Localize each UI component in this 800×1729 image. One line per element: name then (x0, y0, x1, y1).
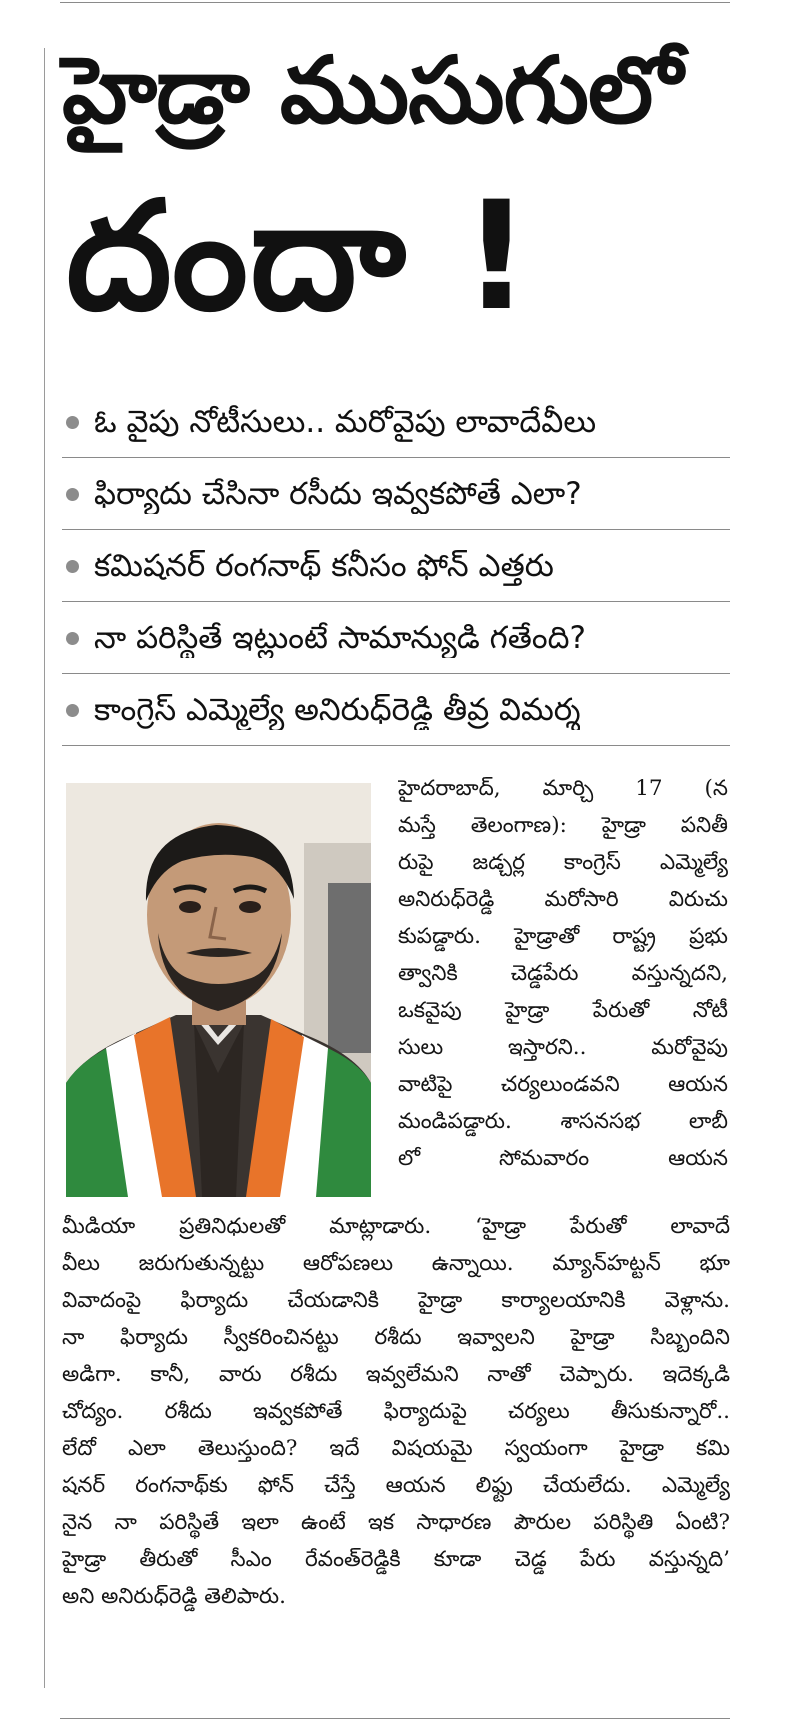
article-line: వీలు జరుగుతున్నట్టు ఆరోపణలు ఉన్నాయి. మ్యాన్‌హట్టన్ భూ (62, 1251, 730, 1276)
bullet-list (62, 386, 730, 746)
bullet-text: కమిషనర్ రంగనాథ్ కనీసం ఫోన్ ఎత్తరు (94, 547, 554, 584)
article-line: షనర్ రంగనాథ్‌కు ఫోన్ చేస్తే ఆయన లిఫ్టు చేయలేదు. ఎమ్మెల్యే (62, 1473, 730, 1498)
article-line: మీడియా ప్రతినిధులతో మాట్లాడారు. ‘హైడ్రా పేరుతో లావాదే (62, 1214, 730, 1239)
bullet-dot-icon (66, 488, 79, 501)
article-line: కుపడ్డారు. హైడ్రాతో రాష్ట్ర ప్రభు (398, 924, 728, 949)
bullet-item (62, 674, 730, 746)
bullet-item (62, 602, 730, 674)
article-line: హైడ్రా తీరుతో సీఎం రేవంత్‌రెడ్డికి కూడా చెడ్డ పేరు వస్తున్నది’ (62, 1547, 730, 1572)
article-line: నైన నా పరిస్థితే ఇలా ఉంటే ఇక సాధారణ పౌరుల పరిస్థితి ఏంటి? (62, 1510, 730, 1535)
article-column-text (398, 770, 728, 1177)
article-line: చోద్యం. రశీదు ఇవ్వకపోతే ఫిర్యాదుపై చర్యలు తీసుకున్నారో.. (62, 1399, 730, 1424)
bullet-dot-icon (66, 416, 79, 429)
article-line: మండిపడ్డారు. శాసనసభ లాబీ (398, 1109, 728, 1134)
article-line: అనిరుధ్‌రెడ్డి మరోసారి విరుచు (398, 887, 728, 912)
article-line: నా ఫిర్యాదు స్వీకరించినట్టు రశీదు ఇవ్వాలని హైడ్రా సిబ్బందిని (62, 1325, 730, 1350)
headline-line-1: హైడ్రా ముసుగులో (62, 37, 682, 144)
article-line: త్వానికి చెడ్డపేరు వస్తున్నదని, (398, 961, 728, 986)
bullet-item (62, 386, 730, 458)
article-line: లో సోమవారం ఆయన (398, 1146, 728, 1171)
article-line: హైదరాబాద్, మార్చి 17 (న (398, 776, 728, 801)
bottom-rule (60, 1718, 730, 1719)
headline-line-2: దందా ! (66, 170, 533, 344)
bullet-text: ఫిర్యాదు చేసినా రసీదు ఇవ్వకపోతే ఎలా? (94, 475, 582, 512)
article-line: లేదో ఎలా తెలుస్తుంది? ఇదే విషయమై స్వయంగా హైడ్రా కమి (62, 1436, 730, 1461)
bullet-dot-icon (66, 704, 79, 717)
bullet-text: కాంగ్రెస్ ఎమ్మెల్యే అనిరుధ్‌రెడ్డి తీవ్ర విమర్శ (94, 691, 581, 728)
bullet-text: ఓ వైపు నోటీసులు.. మరోవైపు లావాదేవీలు (94, 403, 597, 440)
bullet-item (62, 458, 730, 530)
bullet-text: నా పరిస్థితే ఇట్లుంటే సామాన్యుడి గతేంది? (94, 619, 586, 656)
article-full-width-text (62, 1208, 730, 1615)
article-line: మస్తే తెలంగాణ): హైడ్రా పనితీ (398, 813, 728, 838)
bullet-item (62, 530, 730, 602)
article-line: రుపై జడ్చర్ల కాంగ్రెస్ ఎమ్మెల్యే (398, 850, 728, 875)
article-line: ఒకవైపు హైడ్రా పేరుతో నోటీ (398, 998, 728, 1023)
left-column-rule (44, 48, 45, 1688)
article-line: అని అనిరుధ్‌రెడ్డి తెలిపారు. (62, 1584, 286, 1609)
top-rule (60, 2, 730, 3)
bullet-dot-icon (66, 560, 79, 573)
article-line: వివాదంపై ఫిర్యాదు చేయడానికి హైడ్రా కార్యాలయానికి వెళ్లాను. (62, 1288, 730, 1313)
article-line: సులు ఇస్తారని.. మరోవైపు (398, 1035, 728, 1060)
article-line: అడిగా. కానీ, వారు రశీదు ఇవ్వలేమని నాతో చెప్పారు. ఇదెక్కడి (62, 1362, 730, 1387)
bullet-dot-icon (66, 632, 79, 645)
portrait-photo (66, 783, 371, 1197)
article-line: వాటిపై చర్యలుండవని ఆయన (398, 1072, 728, 1097)
